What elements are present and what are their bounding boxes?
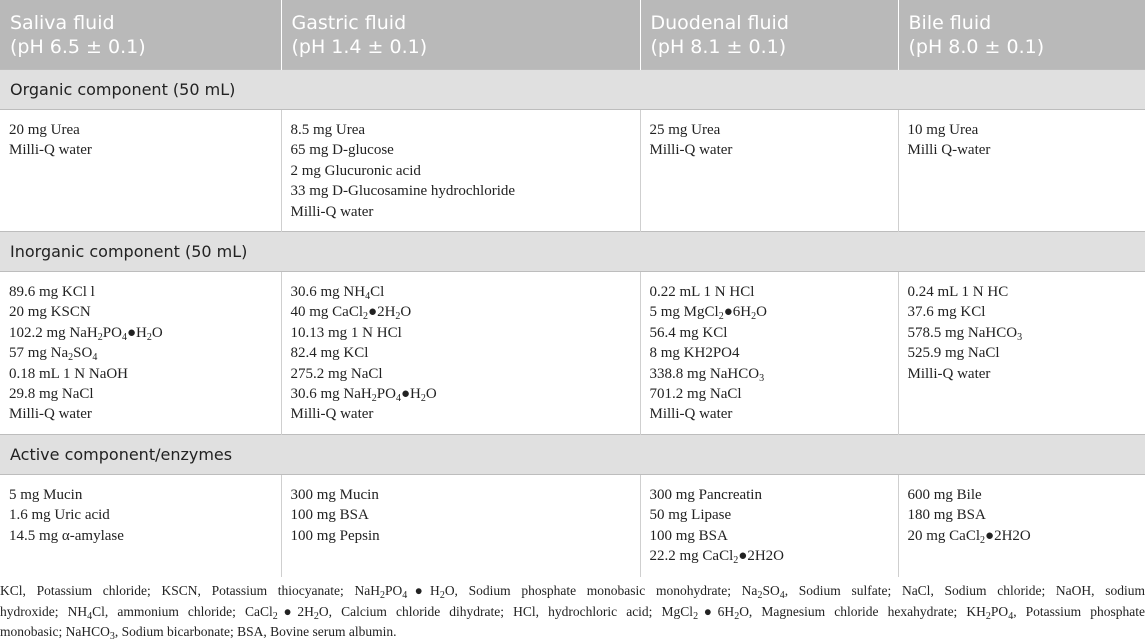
cell-line: 102.2 mg $NaH_2PO_4●H_2O$ [9,324,163,343]
cell-line: 275.2 mg NaCl [290,365,383,382]
cell-line: Milli Q-water [907,142,991,159]
cell-saliva [0,110,281,232]
cell-line: Milli-Q water [907,365,991,382]
column-ph: (pH 1.4 ± 0.1) [291,36,428,58]
cell-line: Milli-Q water [290,406,374,423]
column-header-bile [898,0,1145,70]
section-row-organic [0,70,1145,110]
cell-saliva [0,272,281,435]
cell-line: 29.8 mg NaCl [9,386,94,403]
cell-line: 57 mg $Na_2SO_4$ [9,345,98,364]
cell-line: 33 mg D-Glucosamine hydrochloride [290,183,516,200]
footnote-line: monobasic; NaHCO$_3$, Sodium bicarbonate; BSA, Bovine serum albumin. [0,624,397,642]
section-label: Active component/enzymes [0,435,1145,475]
cell-line: 300 mg Mucin [290,487,379,504]
table-footnote [0,581,1145,643]
cell-gastric [281,475,640,577]
cell-line: 40 mg $CaCl_2●2H_2O$ [290,304,412,323]
cell-bile [898,475,1145,577]
cell-bile [898,272,1145,435]
cell-line: 1.6 mg Uric acid [9,507,110,524]
cell-line: Milli-Q water [649,406,733,423]
cell-line: 10.13 mg 1 N HCl [290,324,402,341]
cell-duodenal [640,475,898,577]
cell-line: 50 mg Lipase [649,507,732,524]
cell-line: 20 mg CaCl$_2$●2H2O [907,527,1031,546]
column-ph: (pH 8.0 ± 0.1) [908,36,1045,58]
cell-line: 2 mg Glucuronic acid [290,162,421,179]
column-ph: (pH 6.5 ± 0.1) [10,36,146,58]
cell-line: 0.18 mL 1 N NaOH [9,365,129,382]
cell-line: 65 mg D-glucose [290,142,394,159]
cell-line: 300 mg Pancreatin [649,487,762,504]
section-row-inorganic [0,232,1145,272]
footnote-line: hydroxide; $NH_4Cl$, ammonium chloride; $CaCl_2●2H_2O$, Calcium chloride dihydrate; HCl, hydrochloric acid; $MgCl_2●6H_2O$, Magnesium chloride hexahydrate; $KH_2PO_4$, Potassium phosphate [0,603,1145,622]
cell-line: 20 mg Urea [9,122,80,138]
cell-line: 701.2 mg NaCl [649,386,742,403]
section-label: Organic component (50 mL) [0,70,1145,110]
column-header-duodenal [640,0,898,70]
cell-line: 0.24 mL 1 N HC [907,284,1009,301]
cell-line: Milli-Q water [9,406,92,423]
cell-line: 338.8 mg NaHCO$_3$ [649,365,765,384]
column-header-saliva [0,0,281,70]
footnote-line: KCl, Potassium chloride; KSCN, Potassium thiocyanate; $NaH_2PO_4●H_2O$, Sodium phosphate monobasic monohydrate; $Na_2SO_4$, Sodium sulfate; NaCl, Sodium chloride; NaOH, sodium [0,583,1145,601]
section-row-active [0,435,1145,475]
cell-line: 578.5 mg NaHCO$_3$ [907,324,1023,343]
data-row-active [0,475,1145,577]
column-title: Gastric fluid [291,12,407,34]
cell-line: 30.6 mg $NaH_2PO_4●H_2O$ [290,386,437,405]
cell-line: 82.4 mg KCl [290,345,369,362]
cell-bile [898,110,1145,232]
cell-line: 100 mg BSA [649,527,728,544]
cell-line: 30.6 mg $NH_4Cl$ [290,284,385,303]
cell-duodenal [640,272,898,435]
cell-line: 600 mg Bile [907,487,982,504]
cell-line: 100 mg Pepsin [290,527,380,544]
section-label: Inorganic component (50 mL) [0,232,1145,272]
cell-line: 8.5 mg Urea [290,122,366,138]
cell-line: 22.2 mg CaCl$_2$●2H2O [649,548,784,567]
data-row-inorganic [0,272,1145,435]
cell-line: 8 mg KH2PO4 [649,345,740,362]
cell-gastric [281,272,640,435]
column-title: Duodenal fluid [650,12,789,34]
cell-line: 56.4 mg KCl [649,324,728,341]
cell-line: 10 mg Urea [907,122,979,138]
column-title: Saliva fluid [10,12,115,34]
cell-line: 89.6 mg KCl l [9,284,95,301]
cell-line: 14.5 mg α-amylase [9,527,124,544]
data-row-organic [0,110,1145,232]
cell-line: 180 mg BSA [907,507,986,524]
cell-line: 20 mg KSCN [9,304,91,321]
cell-line: 100 mg BSA [290,507,369,524]
cell-line: 525.9 mg NaCl [907,345,1000,362]
header-row [0,0,1145,70]
cell-duodenal [640,110,898,232]
column-ph: (pH 8.1 ± 0.1) [650,36,787,58]
column-title: Bile fluid [908,12,992,34]
cell-line: 5 mg $MgCl_2●6H_2O$ [649,304,767,323]
cell-line: 5 mg Mucin [9,487,83,504]
cell-line: 0.22 mL 1 N HCl [649,284,755,301]
cell-gastric [281,110,640,232]
cell-line: 37.6 mg KCl [907,304,986,321]
cell-line: 25 mg Urea [649,122,721,138]
column-header-gastric [281,0,640,70]
cell-saliva [0,475,281,577]
cell-line: Milli-Q water [290,203,374,220]
cell-line: Milli-Q water [9,142,92,159]
cell-line: Milli-Q water [649,142,733,159]
